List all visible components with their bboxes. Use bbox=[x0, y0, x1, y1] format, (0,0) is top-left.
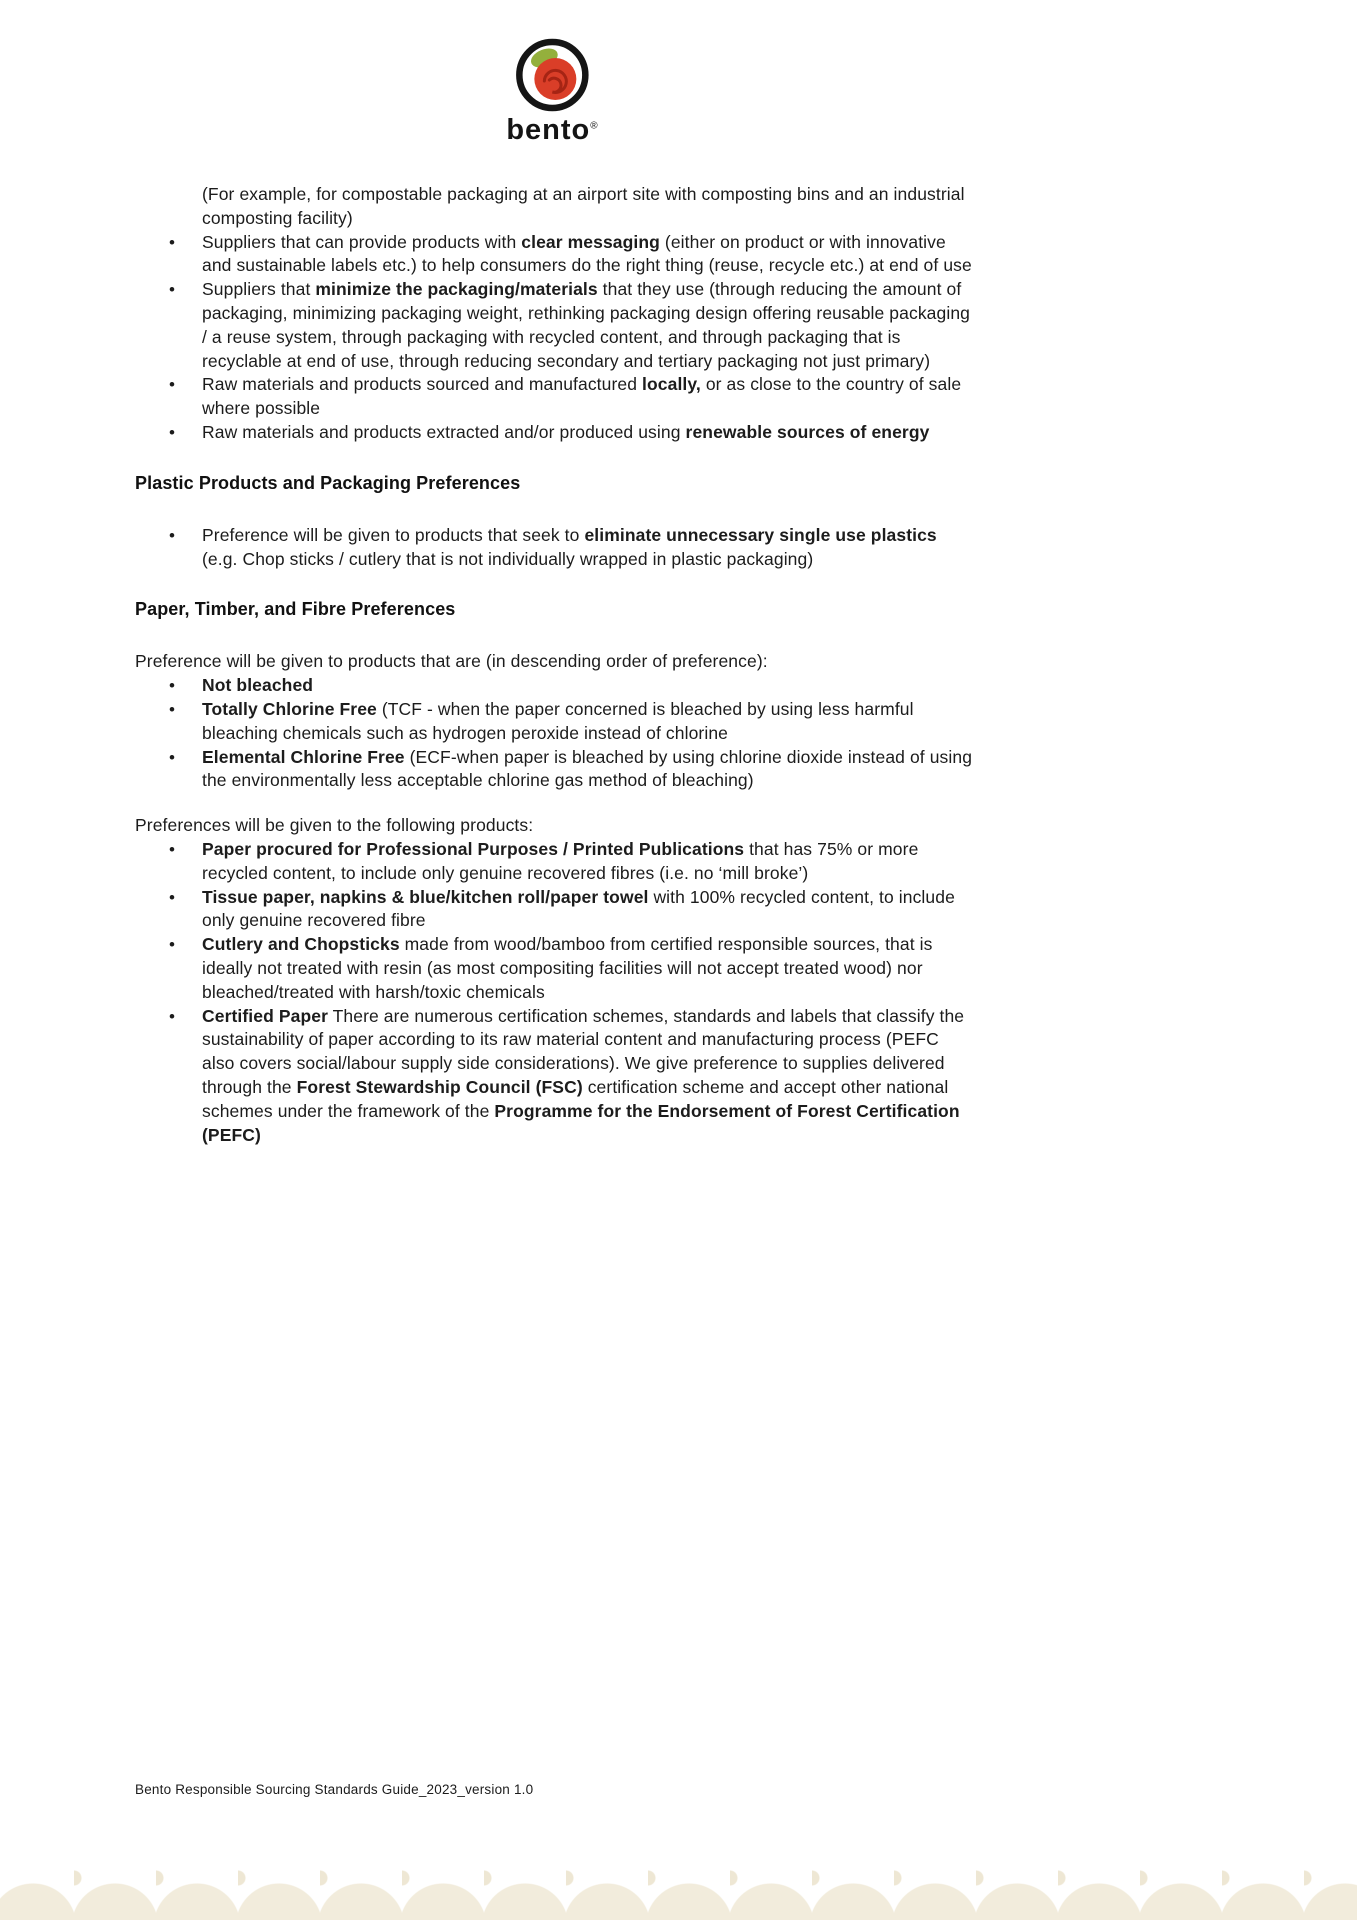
list-item bbox=[202, 838, 975, 886]
text-segment: (TCF - when the paper concerned is bleached by using less harmful bleaching chemicals such as hydrogen peroxide instead of chlorine bbox=[202, 698, 914, 743]
logo-wordmark bbox=[506, 116, 597, 145]
text-segment: Totally Chlorine Free bbox=[202, 698, 377, 719]
list-item bbox=[202, 1005, 975, 1148]
text-segment: that has 75% or more recycled content, to include only genuine recovered fibres (i.e. no ‘mill broke’) bbox=[202, 838, 919, 883]
list-item bbox=[202, 746, 975, 794]
brand-text: bento bbox=[506, 114, 591, 146]
text-segment: There are numerous certification schemes, standards and labels that classify the sustainability of paper according to its raw material content and manufacturing process (PEFC also covers social/labour supply side considerations). We give preference to supplies delivered through the bbox=[202, 1005, 965, 1097]
list-item bbox=[202, 933, 975, 1004]
footer-text: Bento Responsible Sourcing Standards Guide_2023_version 1.0 bbox=[135, 1782, 534, 1797]
product-bullet-list bbox=[135, 838, 975, 1147]
products-intro-paragraph: Preferences will be given to the following products: bbox=[135, 815, 534, 836]
text-segment: Raw materials and products extracted and/or produced using bbox=[202, 421, 686, 442]
list-item bbox=[202, 421, 975, 445]
list-item bbox=[202, 231, 975, 279]
text-segment: Tissue paper, napkins & blue/kitchen roll/paper towel bbox=[202, 886, 649, 907]
document-body bbox=[135, 183, 975, 1147]
text-segment: Forest Stewardship Council (FSC) bbox=[296, 1076, 583, 1097]
text-segment: Raw materials and products sourced and manufactured bbox=[202, 374, 643, 395]
text-segment: locally, bbox=[642, 374, 701, 395]
text-segment: (e.g. Chop sticks / cutlery that is not individually wrapped in plastic packaging) bbox=[202, 548, 814, 569]
text-segment: that they use (through reducing the amount of packaging, minimizing packaging weight, rethinking packaging design offering reusable packaging / a reuse system, through packaging with recycled content, and through packaging that is recyclable at end of use, through reducing secondary and tertiary packaging not just primary) bbox=[202, 279, 970, 371]
decorative-scallop-border bbox=[0, 1850, 1357, 1920]
section-heading-plastic: Plastic Products and Packaging Preferences bbox=[135, 472, 521, 493]
text-segment: Paper procured for Professional Purposes / Printed Publications bbox=[202, 838, 745, 859]
text-segment: clear messaging bbox=[521, 231, 660, 252]
paper-intro-paragraph: Preference will be given to products that are (in descending order of preference): bbox=[135, 651, 768, 672]
list-item bbox=[202, 698, 975, 746]
text-segment: Cutlery and Chopsticks bbox=[202, 934, 400, 955]
text-segment: Not bleached bbox=[202, 675, 314, 696]
plastic-bullet-list bbox=[135, 524, 975, 572]
text-segment: (either on product or with innovative and sustainable labels etc.) to help consumers do the right thing (reuse, recycle etc.) at end of use bbox=[202, 231, 972, 276]
supplier-bullet-list bbox=[135, 231, 975, 445]
paragraph-continuation: (For example, for compostable packaging at an airport site with composting bins and an industrial composting facility) bbox=[202, 184, 965, 228]
list-item bbox=[202, 674, 975, 698]
paper-bullet-list bbox=[135, 674, 975, 793]
list-item bbox=[202, 278, 975, 373]
text-segment: or as close to the country of sale where possible bbox=[202, 374, 962, 419]
list-item bbox=[202, 886, 975, 934]
text-segment: Suppliers that bbox=[202, 279, 316, 300]
text-segment: Certified Paper bbox=[202, 1005, 328, 1026]
text-segment: Preference will be given to products that seek to bbox=[202, 524, 585, 545]
text-segment: Elemental Chlorine Free bbox=[202, 746, 405, 767]
text-segment: eliminate unnecessary single use plastics bbox=[584, 524, 937, 545]
registered-mark: ® bbox=[590, 120, 598, 132]
bento-logo-icon bbox=[513, 36, 591, 114]
text-segment: made from wood/bamboo from certified responsible sources, that is ideally not treated with resin (as most compositing facilities will not accept treated wood) nor bleached/treated with harsh/toxic chemicals bbox=[202, 934, 933, 1002]
section-heading-paper: Paper, Timber, and Fibre Preferences bbox=[135, 599, 456, 620]
list-item bbox=[202, 524, 975, 572]
list-item bbox=[202, 373, 975, 421]
text-segment: Programme for the Endorsement of Forest Certification (PEFC) bbox=[202, 1100, 960, 1145]
text-segment: certification scheme and accept other national schemes under the framework of the bbox=[202, 1076, 949, 1121]
text-segment: (ECF-when paper is bleached by using chlorine dioxide instead of using the environmentally less acceptable chlorine gas method of bleaching) bbox=[202, 746, 973, 791]
text-segment: Suppliers that can provide products with bbox=[202, 231, 522, 252]
text-segment: renewable sources of energy bbox=[685, 421, 930, 442]
text-segment: minimize the packaging/materials bbox=[315, 279, 598, 300]
text-segment: with 100% recycled content, to include only genuine recovered fibre bbox=[202, 886, 955, 931]
logo bbox=[506, 36, 597, 145]
